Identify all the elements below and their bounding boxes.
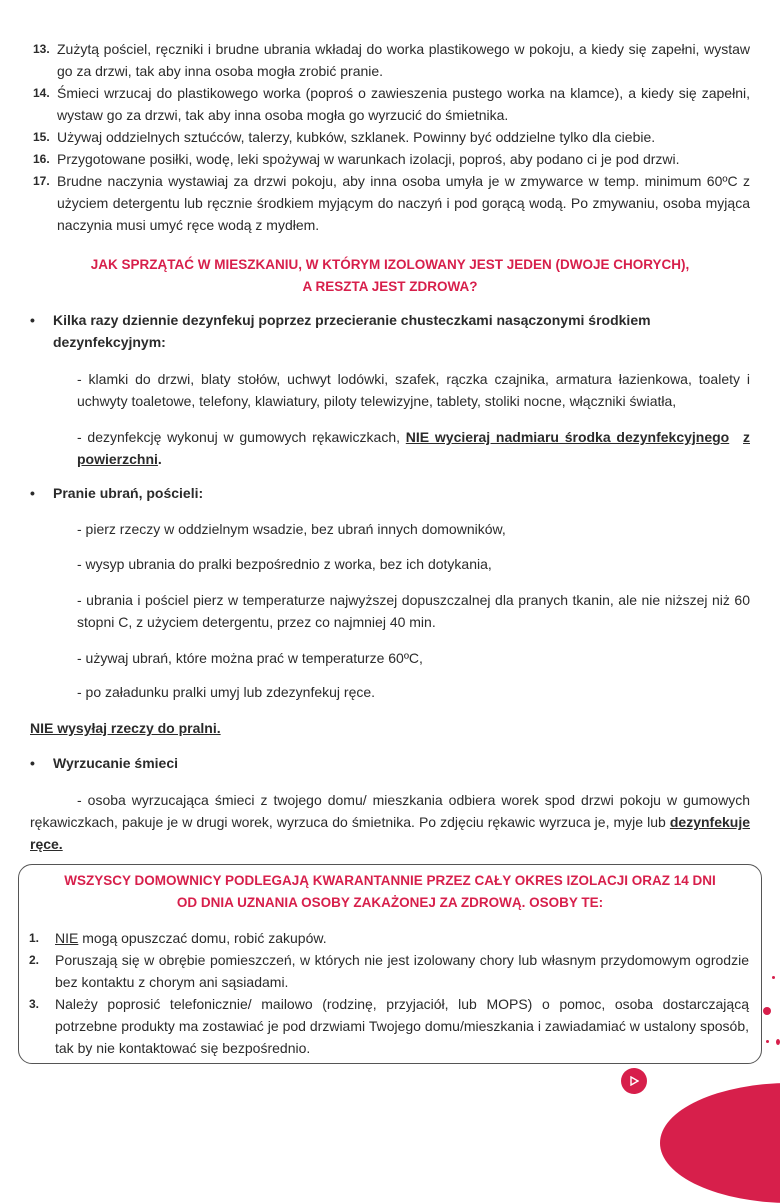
list-item: 17. Brudne naczynia wystawiaj za drzwi pokoju, aby inna osoba umyła je w zmywarce w temp. minimum 60ºC z użyciem detergentu lub ręcznie środkiem myjącym do naczyń i pod gorącą wodą. Po zmywaniu, osoba myjąca naczynia musi umyć ręce wodą z mydłem. [33, 173, 750, 233]
decorative-arc [660, 1083, 780, 1203]
list-item: 1. NIE mogą opuszczać domu, robić zakupów. [29, 930, 327, 946]
bullet-trash: • Wyrzucanie śmieci [30, 755, 179, 771]
list-item: 13. Zużytą pościel, ręczniki i brudne ubrania wkładaj do worka plastikowego w pokoju, a kiedy się zapełni, wystaw go za drzwi, tak aby inna osoba mogła zrobić pranie. [33, 41, 750, 79]
decorative-dot [766, 1040, 769, 1043]
laundry-item: - pierz rzeczy w oddzielnym wsadzie, bez ubrań innych domowników, [77, 521, 506, 537]
disinfect-surfaces: - klamki do drzwi, blaty stołów, uchwyt lodówki, szafek, rączka czajnika, armatura łazienkowa, toalety i uchwyty toaletowe, telefony, klawiatury, piloty telewizyjne, tablety, stoliki nocne, włączniki światła, [77, 371, 750, 409]
section-heading-cleaning: JAK SPRZĄTAĆ W MIESZKANIU, W KTÓRYM IZOLOWANY JEST JEDEN (DWOJE CHORYCH), A RESZTA JEST ZDROWA? [90, 257, 690, 294]
quarantine-heading: WSZYSCY DOMOWNICY PODLEGAJĄ KWARANTANNIE PRZEZ CAŁY OKRES IZOLACJI ORAZ 14 DNI OD DNIA UZNANIA OSOBY ZAKAŻONEJ ZA ZDROWĄ. OSOBY TE: [64, 873, 716, 910]
laundry-item: - ubrania i pościel pierz w temperaturze najwyższej dopuszczalnej dla pranych tkanin, ale nie niższej niż 60 stopni C, z użyciem detergentu, przez co najmniej 40 min. [77, 592, 750, 630]
list-item: 14. Śmieci wrzucaj do plastikowego worka (poproś o zawieszenia pustego worka na klamce), a kiedy się zapełni, wystaw go za drzwi, tak aby inna osoba mogła go wyrzucić do śmietnika. [33, 85, 750, 123]
laundry-item: - używaj ubrań, które można prać w temperaturze 60ºC, [77, 650, 423, 666]
quarantine-list [29, 927, 749, 1059]
list-item: 3. Należy poprosić telefonicznie/ mailowo (rodzinę, przyjaciół, lub MOPS) o pomoc, osoba dostarczającą potrzebne produkty ma zostawiać je pod drzwiami Twojego domu/mieszkania i zawiadamiać w ustalony sposób, tak by nie kontaktować się bezpośrednio. [29, 996, 749, 1056]
quarantine-box [18, 864, 762, 1064]
laundry-item: - wysyp ubrania do pralki bezpośrednio z worka, bez ich dotykania, [77, 556, 492, 572]
trash-instructions: - osoba wyrzucająca śmieci z twojego domu/ mieszkania odbiera worek spod drzwi pokoju w gumowych rękawiczkach, pakuje je w drugi worek, wyrzuca do śmietnika. Po zdjęciu rękawic wyrzuca je, myje lub dezynfekuje ręce. [30, 792, 751, 852]
disinfect-gloves: - dezynfekcję wykonuj w gumowych rękawiczkach, NIE wycieraj nadmiaru środka dezynfekcyjnego z powierzchni. [77, 429, 750, 467]
list-item: 15. Używaj oddzielnych sztućców, talerzy, kubków, szklanek. Powinny być oddzielne tylko dla ciebie. [33, 129, 656, 145]
page-marker [621, 1068, 647, 1094]
play-triangle-icon [629, 1076, 639, 1086]
laundry-item: - po załadunku pralki umyj lub zdezynfekuj ręce. [77, 684, 376, 700]
laundry-note: NIE wysyłaj rzeczy do pralni. [30, 720, 221, 736]
bullet-laundry: • Pranie ubrań, pościeli: [30, 485, 204, 501]
list-item: 2. Poruszają się w obrębie pomieszczeń, w których nie jest izolowany chory lub własnym przydomowym ogrodzie bez kontaktu z chorym ani sąsiadami. [29, 952, 749, 990]
numbered-instructions [33, 38, 750, 236]
decorative-dot [776, 1039, 780, 1045]
list-item: 16. Przygotowane posiłki, wodę, leki spożywaj w warunkach izolacji, poproś, aby podano ci je pod drzwi. [33, 151, 680, 167]
bullet-disinfect: • Kilka razy dziennie dezynfekuj poprzez przecieranie chusteczkami nasączonymi środkiem dezynfekcyjnym: [30, 312, 651, 350]
decorative-dot [772, 976, 775, 979]
decorative-dot [763, 1007, 771, 1015]
